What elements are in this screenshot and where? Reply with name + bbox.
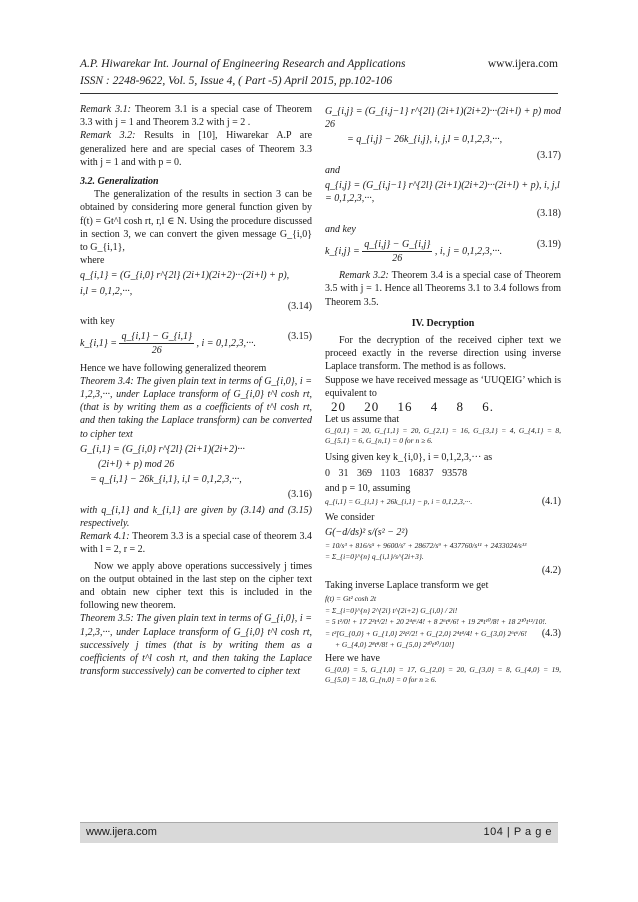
equation-4-3-number: (4.3)	[541, 627, 561, 639]
header-website[interactable]: www.ijera.com	[487, 58, 558, 70]
equation-3-18-number: (3.18)	[536, 208, 561, 220]
remark-3-1-text: Theorem 3.1 is a special case of Theorem 3.3 with j = 1 and Theorem 3.2 with j = 2 .	[80, 104, 312, 129]
equation-3-18: q_{i,j} = (G_{i,j−1} r^{2l} (2i+1)(2i+2)···(2i+l) + p), i, j,l = 0,1,2,3,···,	[325, 180, 560, 205]
equation-3-16-line-1: G_{i,1} = (G_{i,0} r^{2l} (2i+1)(2i+2)···	[80, 443, 245, 455]
journal-title: A.P. Hiwarekar Int. Journal of Engineering Research and Applications	[80, 58, 406, 70]
left-column	[80, 103, 312, 678]
theorem-3-4	[80, 375, 312, 441]
journal-header-line	[80, 58, 558, 70]
equation-3-15-rest: , i = 0,1,2,3,···.	[196, 338, 257, 350]
decryption-paragraph: For the decryption of the received cipher text we proceed exactly in the reverse direction using inverse Laplace transform. The method is as follows.	[325, 335, 561, 373]
equation-4-3-line-4-body: = t²[G_{0,0} + G_{1,0} 2²t²/2! + G_{2,0} 2⁴t⁴/4! + G_{3,0} 2⁶t⁶/6!	[325, 628, 527, 638]
equation-3-14-number: (3.14)	[287, 300, 312, 312]
equation-4-3-line-2: = Σ_{i=0}^{n} 2^{2i} t^{2i+2} G_{i,0} / 2i!	[325, 605, 458, 615]
with-q-k-text: with q_{i,1} and k_{i,1} are given by (3.14) and (3.15) respectively.	[80, 504, 312, 529]
equation-4-1	[325, 497, 561, 507]
theorem-3-5	[80, 612, 312, 678]
remark-4-1-label: Remark 4.1:	[80, 531, 130, 543]
equation-3-14-line-2: i,l = 0,1,2,···,	[80, 285, 133, 297]
equation-3-19-rest: , i, j = 0,1,2,3,···.	[434, 245, 503, 257]
remark-3-1	[80, 103, 312, 129]
equation-4-1-body: q_{i,1} = G_{i,1} + 26k_{i,1} − p, i = 0,1,2,3,···.	[325, 497, 473, 507]
equation-3-17-number: (3.17)	[536, 149, 561, 161]
equation-4-3-line-1: f(t) = Gt² cosh 2t	[325, 594, 377, 604]
equation-3-16-number: (3.16)	[287, 489, 312, 501]
using-key-text: Using given key k_{i,0}, i = 0,1,2,3,··· as	[325, 452, 493, 464]
theorem-3-4-text: The given plain text in terms of G_{i,0}, i = 1,2,3,···, under Laplace transform of G_{i,0} t^l cosh rt, (that is by writing them as a coefficients of t^l cosh rt, and then taking the Laplace transform) can be converted to cipher text	[80, 375, 312, 440]
remark-3-1-label: Remark 3.1:	[80, 104, 131, 115]
suppose-text: Suppose we have received message as ‘UUQEIG’ which is equivalent to	[325, 374, 561, 399]
equation-4-1-number: (4.1)	[541, 496, 561, 508]
remark-3-2-label: Remark 3.2:	[80, 130, 136, 142]
equation-4-3-line-5: + G_{4,0} 2⁸t⁸/8! + G_{5,0} 2¹⁰t¹⁰/10!]	[335, 640, 455, 650]
hence-text: Hence we have following generalized theorem	[80, 362, 267, 374]
remark-3-2	[80, 129, 312, 169]
remark-4-1-text: Theorem 3.3 is a special case of theorem 3.4 with l = 2, r = 2.	[80, 531, 312, 556]
equation-3-19	[325, 238, 561, 265]
where-label: where	[80, 255, 105, 267]
equation-3-19-numerator: q_{i,j} − G_{i,j}	[362, 238, 432, 252]
equation-3-15-denominator: 26	[151, 345, 162, 357]
equation-4-2-line-3: = Σ_{i=0}^{n} q_{i,1}/s^{2i+3}.	[325, 552, 424, 562]
taking-inverse-text: Taking inverse Laplace transform we get	[325, 580, 489, 592]
footer-page-number: 104 | P a g e	[483, 826, 552, 838]
equation-3-17-line-2: = q_{i,j} − 26k_{i,j}, i, j,l = 0,1,2,3,···,	[347, 134, 503, 146]
we-consider: We consider	[325, 511, 375, 523]
equation-3-15-number: (3.15)	[287, 331, 312, 343]
recovered-values: G_{0,0} = 5, G_{1,0} = 17, G_{2,0} = 20, G_{3,0} = 8, G_{4,0} = 19, G_{5,0} = 18, G_{n,0} = 0 for n ≥ 6.	[325, 665, 561, 684]
equation-3-19-denominator: 26	[392, 253, 403, 265]
footer-website[interactable]: www.ijera.com	[86, 826, 157, 838]
remark-3-2b-label: Remark 3.2:	[339, 270, 389, 282]
issn-line: ISSN : 2248-9622, Vol. 5, Issue 4, ( Part -5) April 2015, pp.102-106	[80, 75, 393, 87]
equation-4-2-line-1: G(−d/ds)² s/(s² − 2²)	[325, 526, 408, 538]
remark-3-2b	[325, 269, 561, 309]
equation-4-3-line-4	[325, 629, 561, 639]
now-paragraph: Now we apply above operations successively j times on the output obtained in the last step on the cipher text and obtain new cipher text this is included in the following new theorem.	[80, 560, 312, 612]
generalization-paragraph: The generalization of the results in section 3 can be obtained by considering more general function given by f(t) = Gt^l cosh rt, r,l ∈ N. Using the procedure discussed in section 3, we can convert the given message G_{i,0} to G_{i,1},	[80, 189, 312, 254]
equation-3-16-line-3: = q_{i,1} − 26k_{i,1}, i,l = 0,1,2,3,···,	[90, 474, 242, 486]
key-values: 0 31 369 1103 16837 93578	[325, 467, 468, 479]
equation-3-15-numerator: q_{i,1} − G_{i,1}	[119, 330, 194, 344]
equation-3-19-number: (3.19)	[536, 238, 561, 250]
page-footer	[80, 822, 558, 843]
here-we-have: Here we have	[325, 652, 380, 664]
equation-4-2-number: (4.2)	[541, 564, 561, 576]
let-us-assume: Let us assume that	[325, 414, 400, 426]
equation-4-3-line-3: = 5 t²/0! + 17 2²t⁴/2! + 20 2⁴t⁶/4! + 8 2⁶t⁸/6! + 19 2⁸t¹⁰/8! + 18 2¹⁰t¹²/10!.	[325, 617, 547, 627]
section-3-2-heading: 3.2. Generalization	[80, 176, 159, 188]
equation-3-14-line-1: q_{i,1} = (G_{i,0} r^{2l} (2i+1)(2i+2)···(2i+l) + p),	[80, 270, 290, 282]
and-key-label: and key	[325, 223, 356, 235]
theorem-3-5-label: Theorem 3.5:	[80, 613, 134, 625]
assumed-values: G_{0,1} = 20, G_{1,1} = 20, G_{2,1} = 16, G_{3,1} = 4, G_{4,1} = 8, G_{5,1} = 6, G_{n,1} = 0 for n ≥ 6.	[325, 426, 561, 445]
equation-3-15-fraction	[119, 330, 194, 357]
section-4-heading: IV. Decryption	[411, 317, 475, 329]
equation-3-19-fraction	[362, 238, 432, 265]
cipher-numbers: 20 20 16 4 8 6.	[331, 399, 494, 415]
header-rule	[80, 93, 558, 94]
and-p-text: and p = 10, assuming	[325, 482, 411, 494]
remark-4-1	[80, 530, 312, 556]
equation-3-15	[80, 330, 312, 357]
equation-3-15-lhs: k_{i,1} =	[80, 338, 117, 350]
equation-3-19-lhs: k_{i,j} =	[325, 245, 360, 257]
with-key-label: with key	[80, 316, 115, 328]
theorem-3-4-label: Theorem 3.4:	[80, 375, 134, 387]
equation-3-17-line-1: G_{i,j} = (G_{i,j−1} r^{2l} (2i+1)(2i+2)···(2i+l) + p) mod 26	[325, 106, 561, 131]
right-column	[325, 103, 561, 684]
theorem-3-5-text: The given plain text in terms of G_{i,0}, i = 1,2,3,···, under Laplace transform of G_{i,0} t^l cosh rt, successively j times (that is by writing them as a coefficients of t^l cosh rt, and then taking the Laplace transform successively) can be converted to cipher text	[80, 613, 312, 678]
equation-4-2-line-2: = 10/s³ + 816/s⁵ + 9600/s⁷ + 28672/s⁹ + 437760/s¹¹ + 2433024/s¹³	[325, 540, 527, 550]
remark-3-2b-text: Theorem 3.4 is a special case of Theorem 3.5 with j = 1. Hence all Theorems 3.1 to 3.4 follows from Theorem 3.5.	[325, 270, 561, 308]
and-label: and	[325, 164, 340, 176]
remark-3-2-text: Results in [10], Hiwarekar A.P are generalized here and are special cases of Theorem 3.3 with j = 1 and with p = 0.	[80, 130, 313, 168]
equation-3-16-line-2: (2i+l) + p) mod 26	[98, 459, 175, 471]
